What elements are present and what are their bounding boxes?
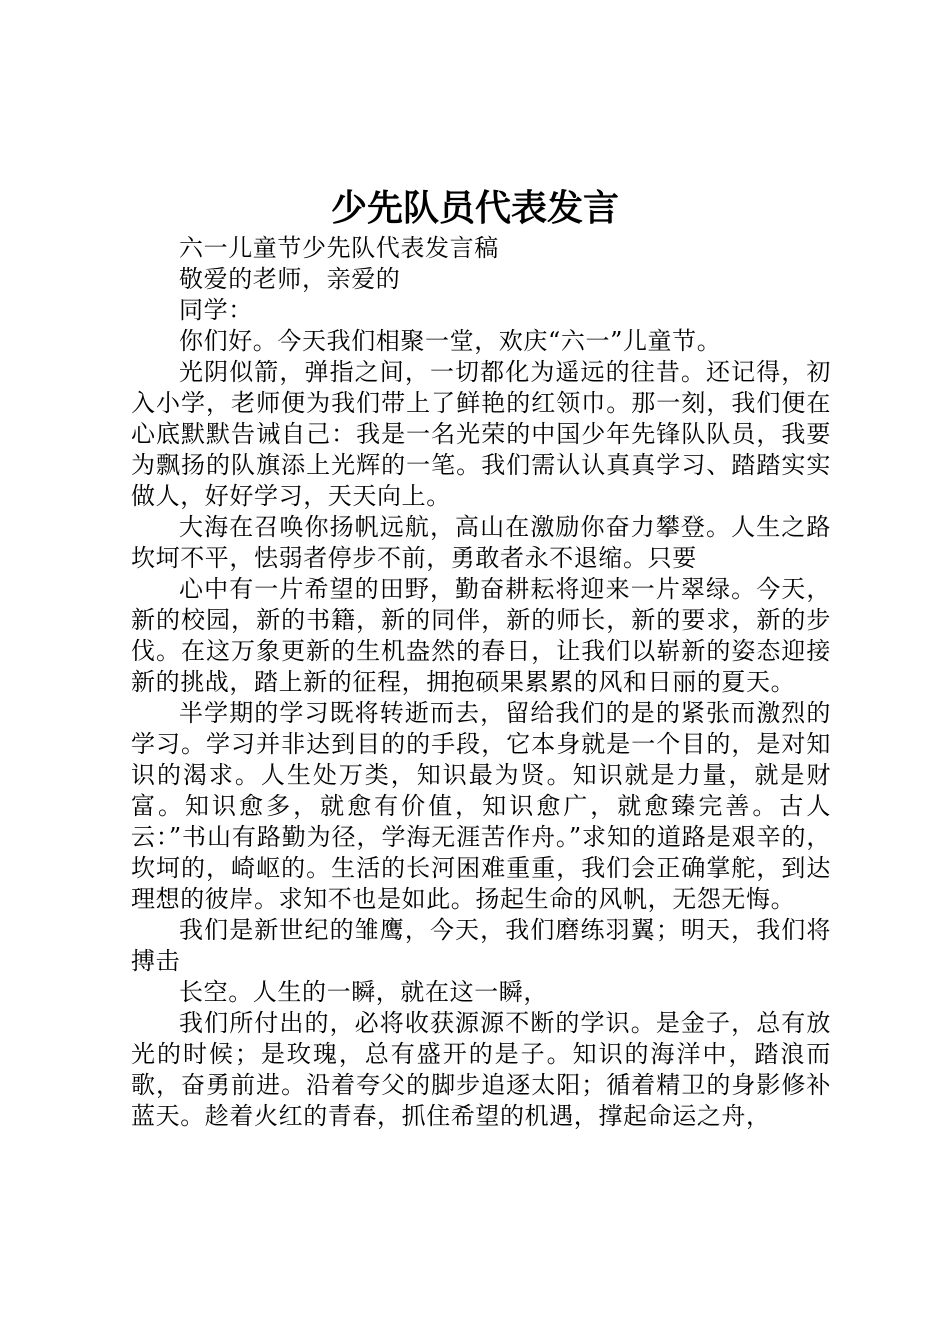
paragraph: 我们所付出的，必将收获源源不断的学识。是金子，总有放光的时候；是玫瑰，总有盛开的是子。知识的海洋中，踏浪而歌，奋勇前进。沿着夸父的脚步追逐太阳；循着精卫的身影修补蓝天。趁着火红的青春，抓住希望的机遇，撑起命运之舟，: [131, 1009, 831, 1130]
paragraph: 心中有一片希望的田野，勤奋耕耘将迎来一片翠绿。今天，新的校园，新的书籍，新的同伴，新的师长，新的要求，新的步伐。在这万象更新的生机盎然的春日，让我们以崭新的姿态迎接新的挑战，踏上新的征程，拥抱硕果累累的风和日丽的夏天。: [131, 575, 831, 696]
document-title: 少先队员代表发言: [330, 187, 619, 229]
paragraph: 大海在召唤你扬帆远航，高山在激励你奋力攀登。人生之路坎坷不平，怯弱者停步不前，勇敢者永不退缩。只要: [131, 513, 831, 572]
greeting-line: 你们好。今天我们相聚一堂，欢庆“六一”儿童节。: [179, 327, 722, 355]
paragraph: 我们是新世纪的雏鹰，今天，我们磨练羽翼；明天，我们将搏击: [131, 916, 831, 975]
salutation-line: 同学：: [179, 296, 253, 324]
continuation-line: 长空。人生的一瞬，就在这一瞬，: [179, 978, 548, 1006]
document-body: [131, 233, 831, 1132]
paragraph: 半学期的学习既将转逝而去，留给我们的是的紧张而激烈的学习。学习并非达到目的的手段，它本身就是一个目的，是对知识的渴求。人生处万类，知识最为贤。知识就是力量，就是财富。知识愈多，就愈有价值，知识愈广，就愈臻完善。古人云：”书山有路勤为径，学海无涯苦作舟。”求知的道路是艰辛的，坎坷的，崎岖的。生活的长河困难重重，我们会正确掌舵，到达理想的彼岸。求知不也是如此。扬起生命的风帆，无怨无悔。: [131, 699, 831, 913]
subtitle-line: 六一儿童节少先队代表发言稿: [179, 234, 499, 262]
salutation-line: 敬爱的老师，亲爱的: [179, 265, 401, 293]
paragraph: 光阴似箭，弹指之间，一切都化为遥远的往昔。还记得，初入小学，老师便为我们带上了鲜艳的红领巾。那一刻，我们便在心底默默告诫自己：我是一名光荣的中国少年先锋队队员，我要为飘扬的队旗添上光辉的一笔。我们需认认真真学习、踏踏实实做人，好好学习，天天向上。: [131, 358, 831, 510]
